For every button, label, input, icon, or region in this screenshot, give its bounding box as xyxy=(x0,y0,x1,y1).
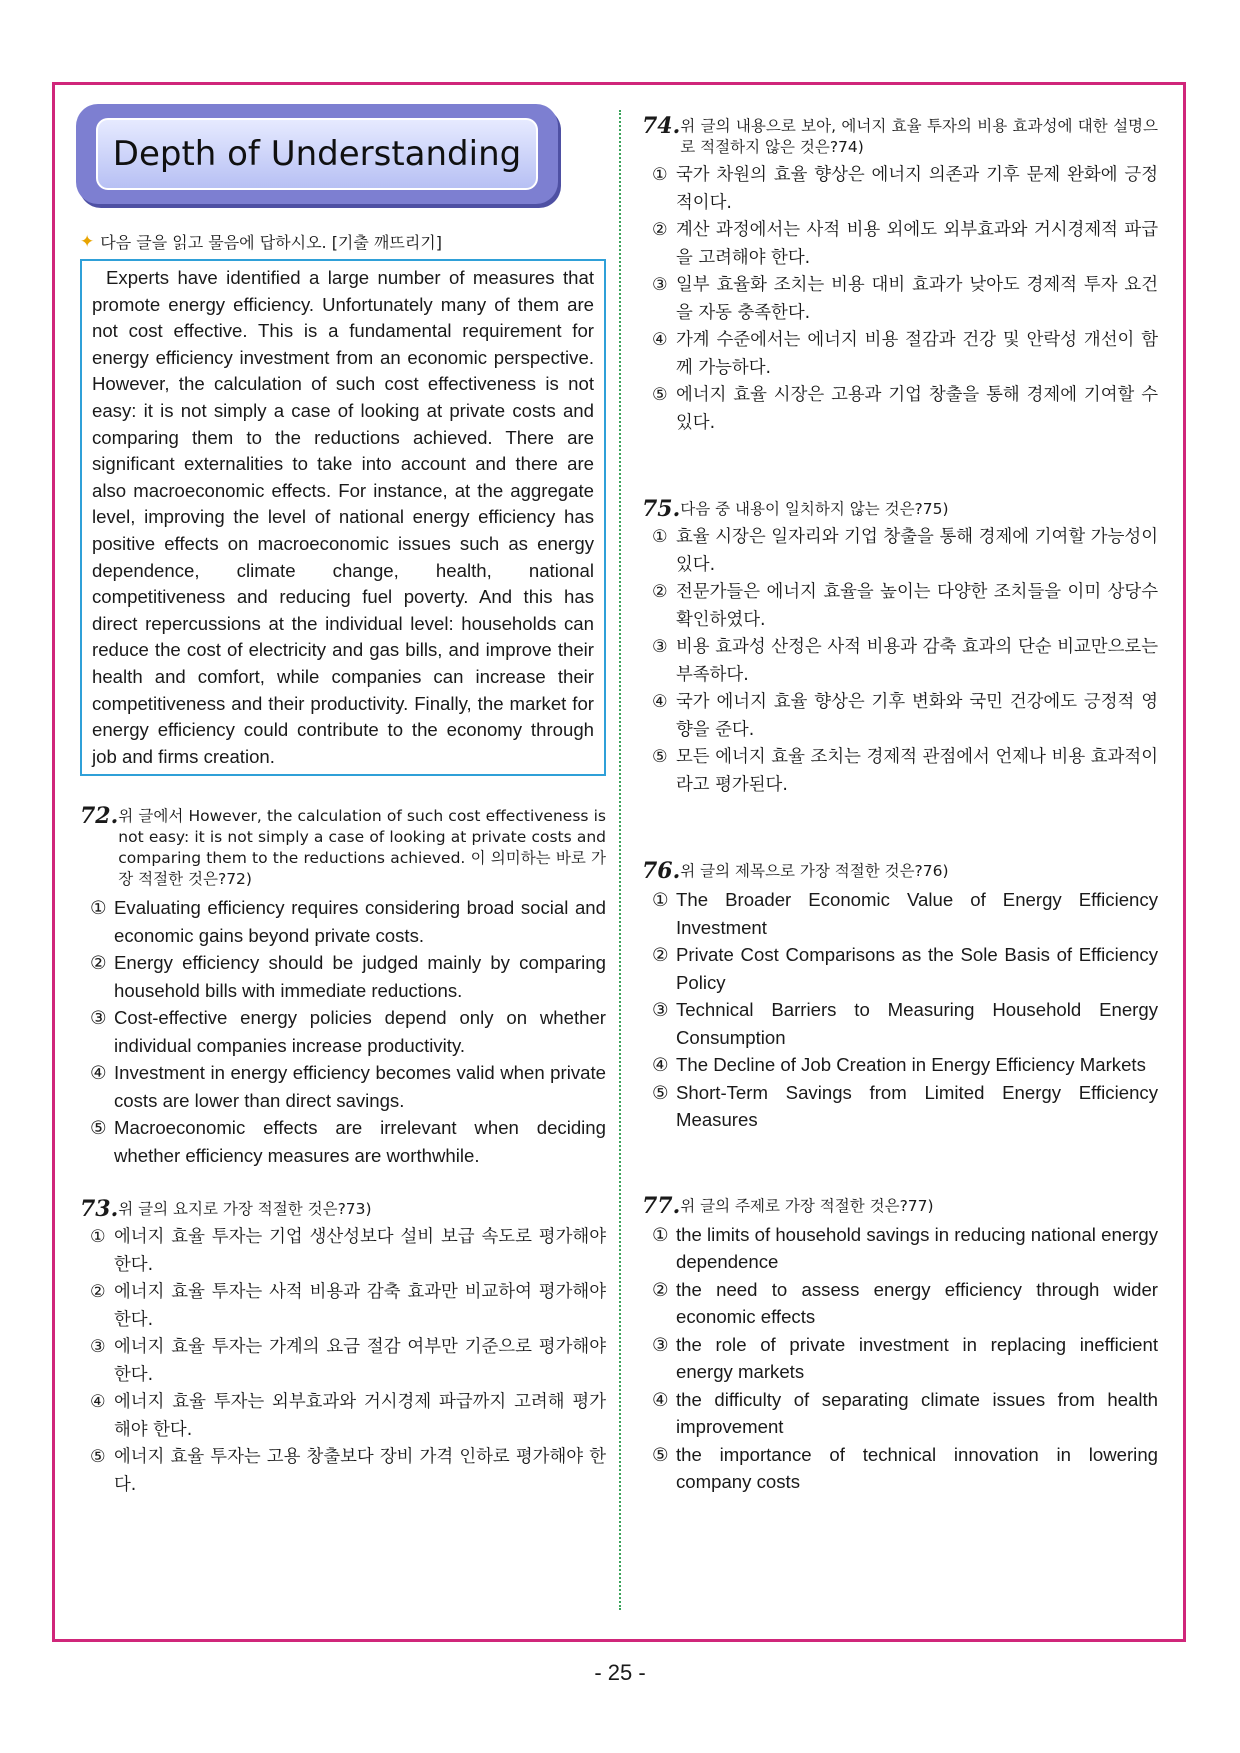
option-1[interactable]: ① the limits of household savings in reducing national energy dependence xyxy=(652,1223,1158,1272)
option-2[interactable]: ② 전문가들은 에너지 효율을 높이는 다양한 조치들을 이미 상당수 확인하였다. xyxy=(652,582,1158,630)
option-3[interactable]: ③ 에너지 효율 투자는 가계의 요금 절감 여부만 기준으로 평가해야 한다. xyxy=(90,1337,606,1385)
option-4[interactable]: ④ 가계 수준에서는 에너지 비용 절감과 건강 및 안락성 개선이 함께 가능하다. xyxy=(652,330,1158,378)
option-5[interactable]: ⑤ Short-Term Savings from Limited Energy Efficiency Measures xyxy=(652,1081,1158,1130)
instruction-text: 다음 글을 읽고 물음에 답하시오. [기출 깨뜨리기] xyxy=(100,233,443,252)
question-text: 위 글의 요지로 가장 적절한 것은?73) xyxy=(118,1200,372,1219)
question-text: 다음 중 내용이 일치하지 않는 것은?75) xyxy=(680,500,949,518)
option-2[interactable]: ② 계산 과정에서는 사적 비용 외에도 외부효과와 거시경제적 파급을 고려해야 한다. xyxy=(652,220,1158,268)
option-4[interactable]: ④ the difficulty of separating climate issues from health improvement xyxy=(652,1388,1158,1437)
option-1[interactable]: ① 국가 차원의 효율 향상은 에너지 의존과 기후 문제 완화에 긍정적이다. xyxy=(652,165,1158,213)
instruction xyxy=(80,230,606,253)
option-4[interactable]: ④ 에너지 효율 투자는 외부효과와 거시경제 파급까지 고려해 평가해야 한다. xyxy=(90,1392,606,1440)
option-2[interactable]: ② 에너지 효율 투자는 사적 비용과 감축 효과만 비교하여 평가해야 한다. xyxy=(90,1282,606,1330)
option-2[interactable]: ② Energy efficiency should be judged mainly by comparing household bills with immediate reductions. xyxy=(90,952,606,1001)
question-number: 72. xyxy=(80,803,119,830)
question-74 xyxy=(642,113,1158,437)
header-banner xyxy=(76,104,558,204)
question-text: 위 글의 주제로 가장 적절한 것은?77) xyxy=(680,1196,934,1215)
option-4[interactable]: ④ 국가 에너지 효율 향상은 기후 변화와 국민 건강에도 긍정적 영향을 준다. xyxy=(652,692,1158,740)
question-76 xyxy=(642,858,1158,1134)
option-4[interactable]: ④ The Decline of Job Creation in Energy Efficiency Markets xyxy=(652,1054,1146,1075)
option-1[interactable]: ① 효율 시장은 일자리와 기업 창출을 통해 경제에 기여할 가능성이 있다. xyxy=(652,527,1158,575)
question-number: 76. xyxy=(642,858,681,884)
option-3[interactable]: ③ Technical Barriers to Measuring Household Energy Consumption xyxy=(652,999,1158,1048)
option-3[interactable]: ③ 비용 효과성 산정은 사적 비용과 감축 효과의 단순 비교만으로는 부족하다. xyxy=(652,637,1158,685)
page-number: - 25 - xyxy=(594,1660,646,1685)
question-text: 위 글에서 However, the calculation of such cost effectiveness is not easy: it is not simply a case of looking at private costs and comparing them to the reductions achieved. 이 의미하는 바로 가장 적절한 것은?72) xyxy=(118,807,606,889)
option-5[interactable]: ⑤ 모든 에너지 효율 조치는 경제적 관점에서 언제나 비용 효과적이라고 평가된다. xyxy=(652,747,1158,795)
star-icon: ✦ xyxy=(80,231,95,252)
question-text: 위 글의 내용으로 보아, 에너지 효율 투자의 비용 효과성에 대한 설명으로 적절하지 않은 것은?74) xyxy=(680,117,1158,156)
reading-passage: Experts have identified a large number of measures that promote energy efficiency. Unfortunately many of them are not cost effective. This is a fundamental requirement for energy efficiency investment from an economic perspective. However, the calculation of such cost effectiveness is not easy: it is not simply a case of looking at private costs and comparing them to the reductions achieved. There are significant externalities to take into account and there are also macroeconomic effects. For instance, at the aggregate level, improving the level of national energy efficiency has positive effects on macroeconomic issues such as energy dependence, climate change, health, national competitiveness and reducing fuel poverty. And this has direct repercussions at the individual level: households can reduce the cost of electricity and gas bills, and improve their health and comfort, while companies can increase their competitiveness and their productivity. Finally, the market for energy efficiency could contribute to the economy through job and firms creation. xyxy=(80,259,606,776)
left-column xyxy=(80,104,606,1499)
question-73 xyxy=(80,1196,606,1499)
option-5[interactable]: ⑤ the importance of technical innovation in lowering company costs xyxy=(652,1443,1158,1492)
question-number: 74. xyxy=(642,113,681,139)
question-75 xyxy=(642,496,1158,799)
question-number: 73. xyxy=(80,1196,119,1223)
right-column xyxy=(642,113,1158,1496)
option-1[interactable]: ① Evaluating efficiency requires considering broad social and economic gains beyond private costs. xyxy=(90,897,606,946)
option-1[interactable]: ① The Broader Economic Value of Energy Efficiency Investment xyxy=(652,889,1158,938)
option-4[interactable]: ④ Investment in energy efficiency becomes valid when private costs are lower than direct savings. xyxy=(90,1062,606,1111)
option-1[interactable]: ① 에너지 효율 투자는 기업 생산성보다 설비 보급 속도로 평가해야 한다. xyxy=(90,1227,606,1275)
option-5[interactable]: ⑤ Macroeconomic effects are irrelevant when deciding whether efficiency measures are worthwhile. xyxy=(90,1117,606,1166)
option-5[interactable]: ⑤ 에너지 효율 투자는 고용 창출보다 장비 가격 인하로 평가해야 한다. xyxy=(90,1447,606,1495)
option-3[interactable]: ③ Cost-effective energy policies depend only on whether individual companies increase productivity. xyxy=(90,1007,606,1056)
option-3[interactable]: ③ 일부 효율화 조치는 비용 대비 효과가 낮아도 경제적 투자 요건을 자동 충족한다. xyxy=(652,275,1158,323)
option-2[interactable]: ② Private Cost Comparisons as the Sole Basis of Efficiency Policy xyxy=(652,944,1158,993)
option-2[interactable]: ② the need to assess energy efficiency through wider economic effects xyxy=(652,1278,1158,1327)
column-divider xyxy=(619,110,621,1610)
page-title: Depth of Understanding xyxy=(112,134,522,174)
option-3[interactable]: ③ the role of private investment in replacing inefficient energy markets xyxy=(652,1333,1158,1382)
question-72 xyxy=(80,803,606,1169)
question-number: 77. xyxy=(642,1192,681,1219)
question-text: 위 글의 제목으로 가장 적절한 것은?76) xyxy=(680,862,949,880)
question-number: 75. xyxy=(642,496,681,522)
option-5[interactable]: ⑤ 에너지 효율 시장은 고용과 기업 창출을 통해 경제에 기여할 수 있다. xyxy=(652,385,1158,433)
question-77 xyxy=(642,1192,1158,1496)
